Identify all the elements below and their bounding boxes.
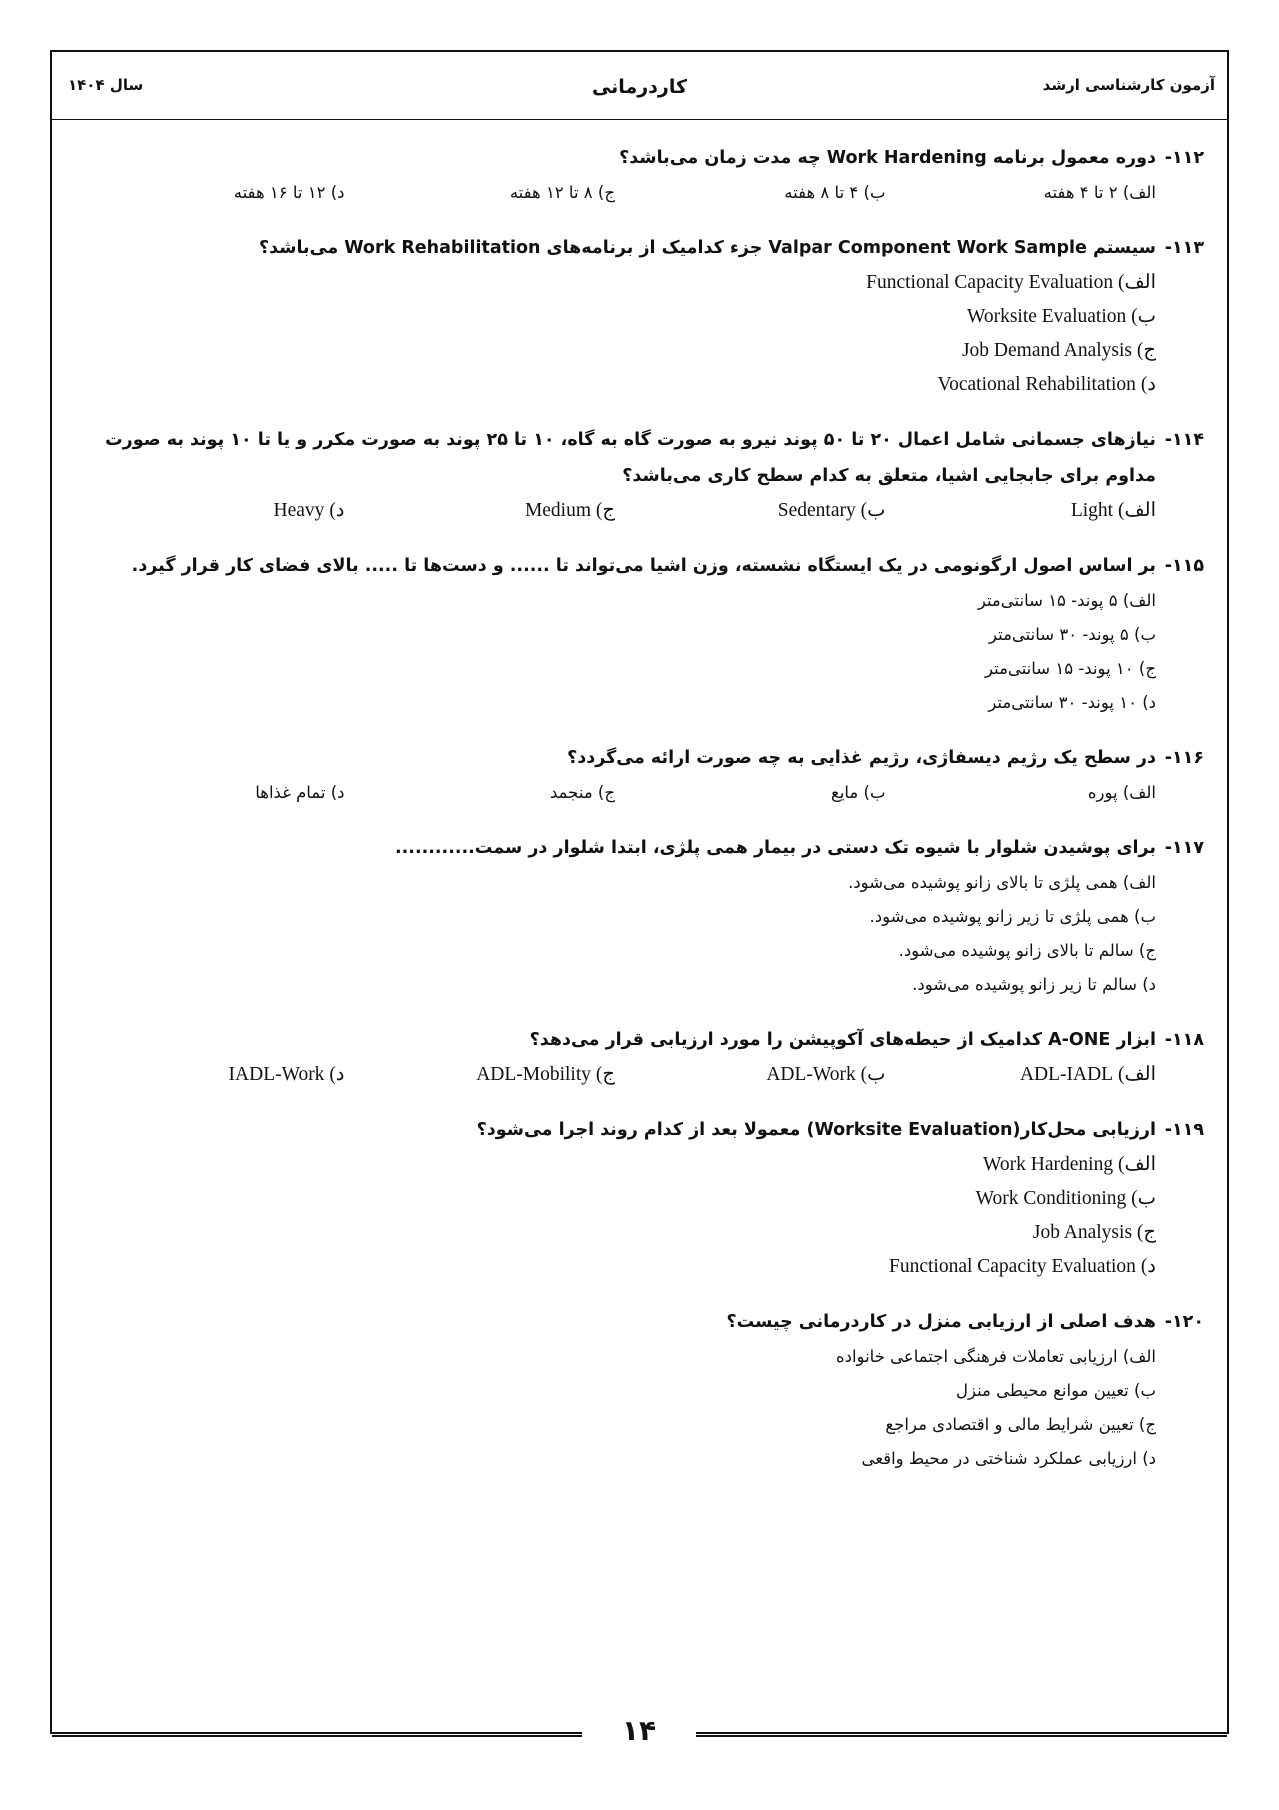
- option-b: ب) ۴ تا ۸ هفته: [784, 183, 886, 202]
- question-112: [74, 140, 1204, 210]
- option-a: الف) ارزیابی تعاملات فرهنگی اجتماعی خانواده: [835, 1347, 1156, 1366]
- question-113: [74, 230, 1204, 402]
- option-d: د) ۱۲ تا ۱۶ هفته: [233, 183, 345, 202]
- options-column: [74, 1148, 1204, 1284]
- page-footer: [0, 1710, 1279, 1758]
- question-stem: نیازهای جسمانی شامل اعمال ۲۰ تا ۵۰ پوند نیرو به صورت گاه به گاه، ۱۰ تا ۲۵ پوند به صورت مکرر و یا تا ۱۰ پوند به صورت مداوم برای جابجایی اشیا، متعلق به کدام سطح کاری می‌باشد؟: [105, 430, 1156, 486]
- question-number: ۱۱۲-: [1164, 148, 1204, 168]
- option-b: ب) Sedentary: [777, 500, 886, 521]
- option-c: ج) تعیین شرایط مالی و اقتصادی مراجع: [885, 1415, 1156, 1434]
- question-stem: دوره معمول برنامه Work Hardening چه مدت زمان می‌باشد؟: [619, 148, 1156, 168]
- option-b: ب) Work Conditioning: [975, 1188, 1156, 1209]
- option-a: الف) Work Hardening: [983, 1154, 1156, 1175]
- options-column: [74, 866, 1204, 1002]
- option-a: الف) ۲ تا ۴ هفته: [1043, 183, 1156, 202]
- question-114: [74, 422, 1204, 528]
- option-d: د) سالم تا زیر زانو پوشیده می‌شود.: [912, 975, 1156, 994]
- option-a: الف) همی پلژی تا بالای زانو پوشیده می‌شود.: [848, 873, 1156, 892]
- question-list: [74, 140, 1204, 1496]
- question-120: [74, 1304, 1204, 1476]
- question-stem: سیستم Valpar Component Work Sample جزء کدامیک از برنامه‌های Work Rehabilitation می‌باشد؟: [259, 238, 1156, 258]
- option-a: الف) پوره: [1087, 783, 1156, 802]
- question-number: ۱۱۸-: [1164, 1030, 1204, 1050]
- option-b: ب) همی پلژی تا زیر زانو پوشیده می‌شود.: [869, 907, 1156, 926]
- option-d: د) Functional Capacity Evaluation: [888, 1256, 1156, 1277]
- options-row: [74, 494, 1204, 528]
- question-number: ۱۲۰-: [1164, 1312, 1204, 1332]
- question-number: ۱۱۵-: [1164, 556, 1204, 576]
- option-a: الف) ADL-IADL: [1019, 1064, 1156, 1085]
- question-stem: بر اساس اصول ارگونومی در یک ایستگاه نشسته، وزن اشیا می‌تواند تا ...... و دست‌ها تا ..... بالای فضای کار قرار گیرد.: [131, 556, 1156, 576]
- option-c: ج) ADL-Mobility: [476, 1064, 615, 1085]
- options-column: [74, 584, 1204, 720]
- options-column: [74, 1340, 1204, 1476]
- option-b: ب) تعیین موانع محیطی منزل: [955, 1381, 1156, 1400]
- page-header: [50, 50, 1229, 120]
- question-number: ۱۱۴-: [1164, 430, 1204, 450]
- question-number: ۱۱۶-: [1164, 748, 1204, 768]
- options-column: [74, 266, 1204, 402]
- question-number: ۱۱۹-: [1164, 1120, 1204, 1140]
- option-d: د) Heavy: [273, 500, 345, 521]
- options-row: [74, 176, 1204, 210]
- option-a: الف) Light: [1070, 500, 1156, 521]
- options-row: [74, 776, 1204, 810]
- question-stem: هدف اصلی از ارزیابی منزل در کاردرمانی چیست؟: [726, 1312, 1156, 1332]
- page-number: ۱۴: [582, 1714, 696, 1747]
- option-d: د) ارزیابی عملکرد شناختی در محیط واقعی: [861, 1449, 1156, 1468]
- option-c: ج) Job Analysis: [1032, 1222, 1156, 1243]
- option-b: ب) مایع: [831, 783, 886, 802]
- option-c: ج) منجمد: [549, 783, 615, 802]
- question-stem: ابزار A-ONE کدامیک از حیطه‌های آکوپیشن را مورد ارزیابی قرار می‌دهد؟: [529, 1030, 1156, 1050]
- question-117: [74, 830, 1204, 1002]
- option-d: د) ۱۰ پوند- ۳۰ سانتی‌متر: [988, 693, 1156, 712]
- option-d: د) IADL-Work: [228, 1064, 345, 1085]
- footer-rule-left: [52, 1735, 582, 1737]
- question-stem: برای پوشیدن شلوار با شیوه تک دستی در بیمار همی پلژی، ابتدا شلوار در سمت............: [395, 838, 1156, 858]
- exam-title: آزمون کارشناسی ارشد: [1042, 76, 1215, 94]
- option-a: الف) Functional Capacity Evaluation: [866, 272, 1156, 293]
- subject-title: کاردرمانی: [591, 76, 688, 98]
- option-c: ج) ۸ تا ۱۲ هفته: [509, 183, 615, 202]
- question-number: ۱۱۷-: [1164, 838, 1204, 858]
- option-b: ب) ۵ پوند- ۳۰ سانتی‌متر: [989, 625, 1156, 644]
- option-c: ج) ۱۰ پوند- ۱۵ سانتی‌متر: [985, 659, 1156, 678]
- option-c: ج) Medium: [524, 500, 615, 521]
- option-d: د) تمام غذاها: [255, 783, 345, 802]
- question-stem: در سطح یک رژیم دیسفاژی، رژیم غذایی به چه صورت ارائه می‌گردد؟: [567, 748, 1156, 768]
- options-row: [74, 1058, 1204, 1092]
- footer-rule-right: [696, 1735, 1227, 1737]
- question-stem: ارزیابی محل‌کار(Worksite Evaluation) معمولا بعد از کدام روند اجرا می‌شود؟: [476, 1120, 1156, 1140]
- option-a: الف) ۵ پوند- ۱۵ سانتی‌متر: [977, 591, 1156, 610]
- option-d: د) Vocational Rehabilitation: [937, 374, 1156, 395]
- option-b: ب) Worksite Evaluation: [966, 306, 1156, 327]
- question-number: ۱۱۳-: [1164, 238, 1204, 258]
- question-119: [74, 1112, 1204, 1284]
- question-116: [74, 740, 1204, 810]
- option-c: ج) سالم تا بالای زانو پوشیده می‌شود.: [898, 941, 1156, 960]
- option-c: ج) Job Demand Analysis: [961, 340, 1156, 361]
- exam-year: سال ۱۴۰۴: [68, 76, 144, 94]
- option-b: ب) ADL-Work: [766, 1064, 886, 1085]
- question-118: [74, 1022, 1204, 1092]
- question-115: [74, 548, 1204, 720]
